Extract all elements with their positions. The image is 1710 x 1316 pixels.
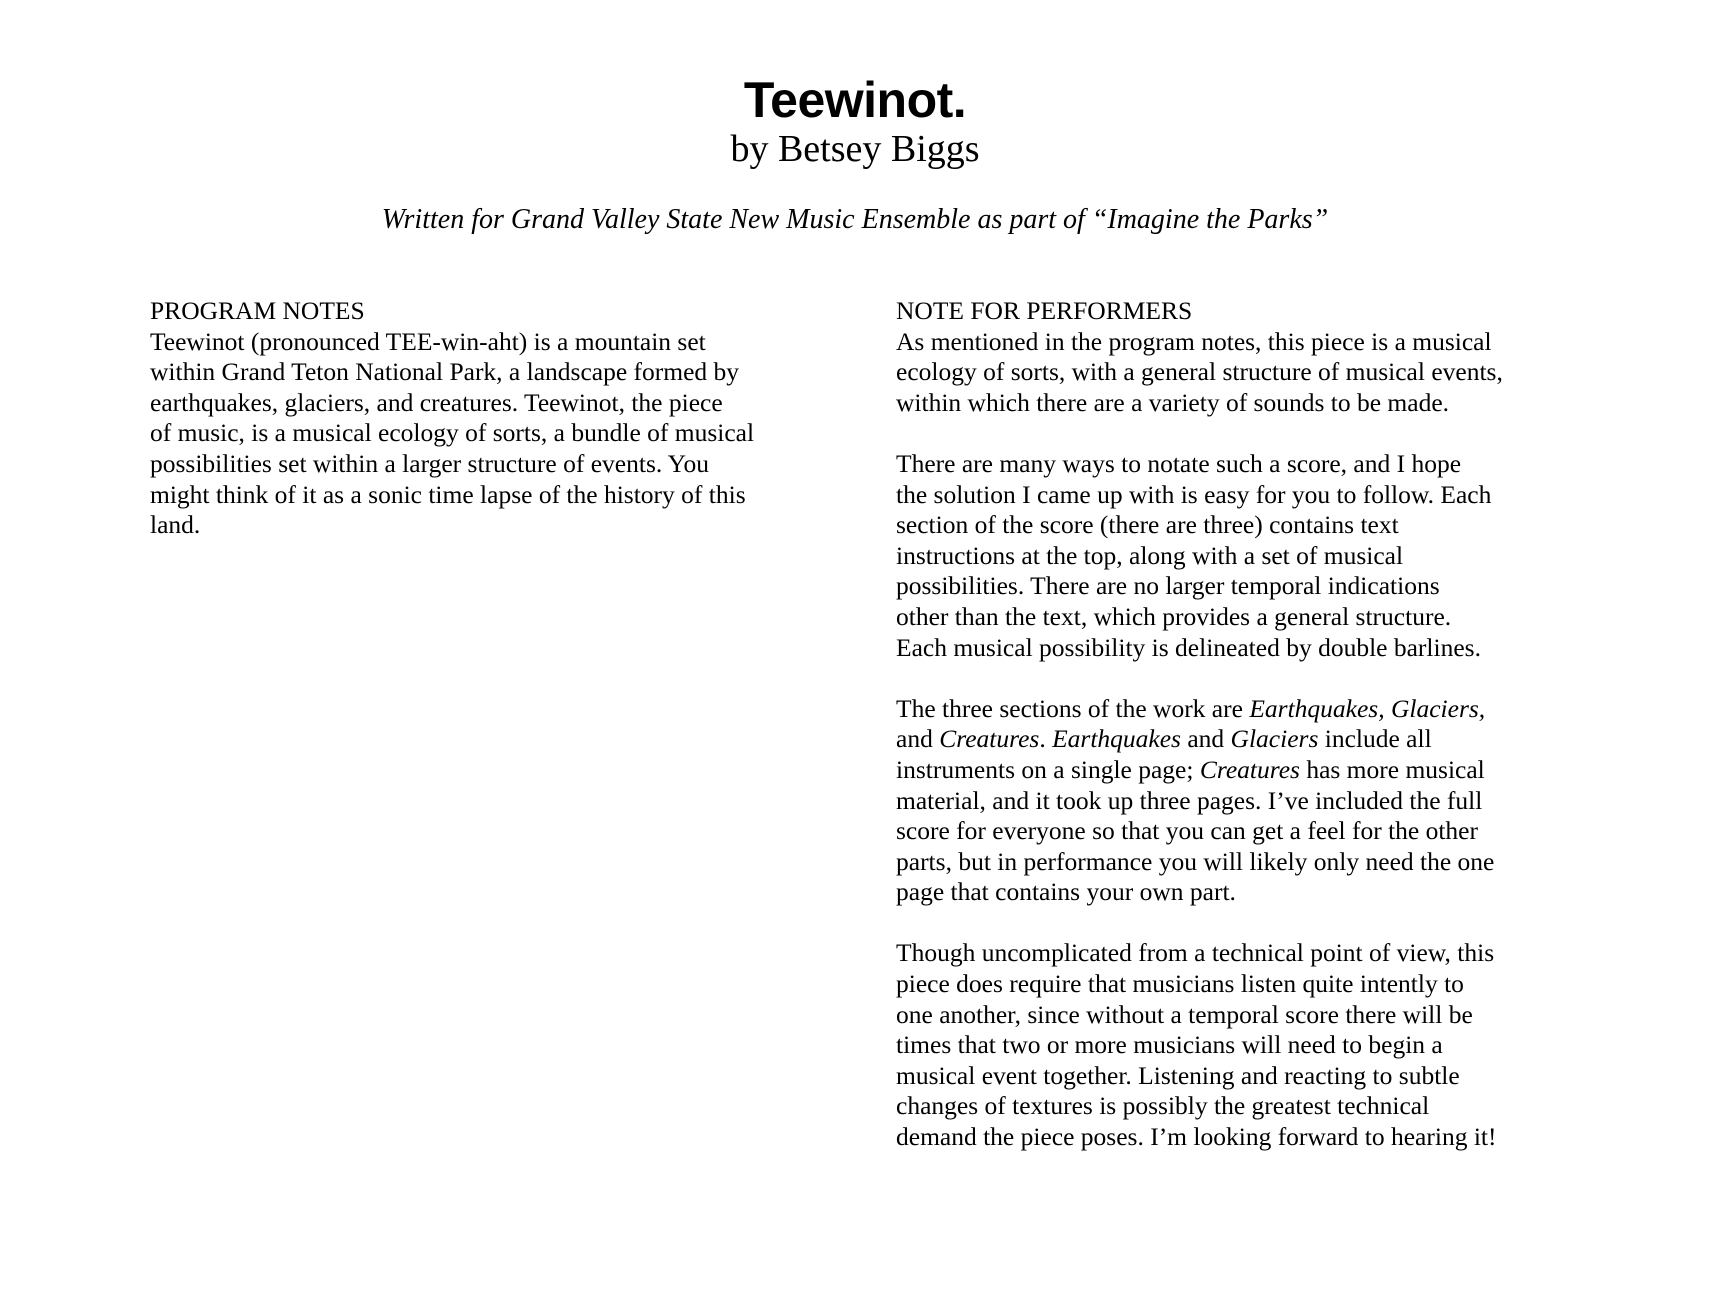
performer-paragraph-3 — [896, 694, 1596, 908]
paragraph-gap — [896, 418, 1596, 449]
text-line: other than the text, which provides a general structure. — [896, 601, 1452, 631]
program-notes-column — [150, 296, 840, 541]
text-line: material, and it took up three pages. I’ve included the full — [896, 785, 1483, 815]
dedication-line: Written for Grand Valley State New Music Ensemble as part of “Imagine the Parks” — [381, 204, 1329, 235]
text-line: demand the piece poses. I’m looking forward to hearing it! — [896, 1122, 1497, 1152]
text-line: musical event together. Listening and reacting to subtle — [896, 1060, 1460, 1090]
text-line: parts, but in performance you will likely only need the one — [896, 846, 1495, 876]
text-line: within Grand Teton National Park, a landscape formed by — [150, 357, 740, 387]
text-line: section of the score (there are three) contains text — [896, 510, 1399, 540]
text-run: include all — [1318, 724, 1432, 754]
paragraph-gap — [896, 908, 1596, 939]
text-run: . — [1039, 724, 1053, 754]
text-line: ecology of sorts, with a general structure of musical events, — [896, 357, 1503, 387]
text-line: As mentioned in the program notes, this piece is a musical — [896, 326, 1492, 356]
document-header — [0, 72, 1710, 170]
text-line: one another, since without a temporal score there will be — [896, 999, 1473, 1029]
text-run: and — [896, 724, 940, 754]
text-run: and — [1180, 724, 1231, 754]
performer-paragraph-2 — [896, 449, 1596, 663]
text-run: has more musical — [1299, 754, 1485, 784]
document-title: Teewinot. — [743, 72, 967, 128]
performer-paragraph-1 — [896, 327, 1596, 419]
italic-run: Earthquakes — [1052, 724, 1181, 754]
italic-run: Earthquakes, Glaciers, — [1249, 693, 1486, 723]
text-line: possibilities set within a larger structure of events. You — [150, 448, 710, 478]
text-run: instruments on a single page; — [896, 754, 1200, 784]
text-line: Teewinot (pronounced TEE-win-aht) is a mountain set — [150, 326, 706, 356]
author-byline: by Betsey Biggs — [730, 128, 980, 170]
text-line: piece does require that musicians listen quite intently to — [896, 969, 1464, 999]
performer-notes-heading: NOTE FOR PERFORMERS — [896, 296, 1193, 325]
italic-run: Creatures — [939, 724, 1040, 754]
text-line: instructions at the top, along with a set of musical — [896, 540, 1404, 570]
paragraph-gap — [896, 663, 1596, 694]
text-line: Though uncomplicated from a technical point of view, this — [896, 938, 1495, 968]
text-line: might think of it as a sonic time lapse of the history of this — [150, 479, 746, 509]
text-line — [896, 694, 1596, 725]
text-line: times that two or more musicians will need to begin a — [896, 1030, 1443, 1060]
text-line: land. — [150, 510, 201, 540]
performer-notes-column — [896, 296, 1596, 1153]
text-line: within which there are a variety of sounds to be made. — [896, 387, 1450, 417]
text-line: There are many ways to notate such a score, and I hope — [896, 448, 1462, 478]
text-line: Each musical possibility is delineated by double barlines. — [896, 632, 1481, 662]
program-notes-paragraph — [150, 327, 840, 541]
text-run: The three sections of the work are — [896, 693, 1250, 723]
text-line: earthquakes, glaciers, and creatures. Teewinot, the piece — [150, 387, 723, 417]
text-line: possibilities. There are no larger temporal indications — [896, 571, 1440, 601]
text-line: page that contains your own part. — [896, 877, 1236, 907]
program-notes-heading: PROGRAM NOTES — [150, 296, 365, 325]
text-line: of music, is a musical ecology of sorts, a bundle of musical — [150, 418, 755, 448]
text-line — [896, 755, 1596, 786]
text-line: changes of textures is possibly the greatest technical — [896, 1091, 1430, 1121]
text-line: score for everyone so that you can get a feel for the other — [896, 816, 1478, 846]
text-line: the solution I came up with is easy for you to follow. Each — [896, 479, 1492, 509]
performer-paragraph-4 — [896, 938, 1596, 1152]
italic-run: Glaciers — [1230, 724, 1319, 754]
italic-run: Creatures — [1199, 754, 1300, 784]
text-line — [896, 724, 1596, 755]
